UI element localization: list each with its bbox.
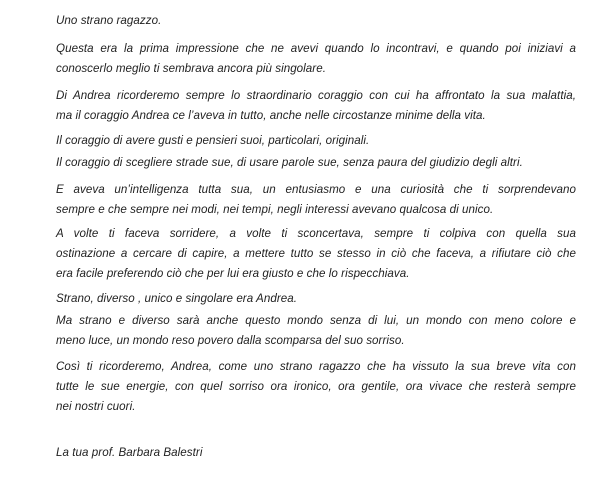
paragraph-courage-paths bbox=[56, 153, 576, 173]
text-line: Il coraggio di scegliere strade sue, di usare parole sue, senza paura del giudizio degli altri. bbox=[56, 156, 523, 169]
text-line: nei nostri cuori. bbox=[56, 400, 136, 414]
letter-title-line bbox=[56, 11, 576, 31]
paragraph-world-without bbox=[56, 311, 576, 351]
paragraph-intelligence bbox=[56, 180, 576, 220]
text-line: era facile preferendo ciò che per lui era giusto e che lo rispecchiava. bbox=[56, 267, 410, 281]
text-line: Così ti ricorderemo, Andrea, come uno strano ragazzo che ha vissuto la sua breve vita con bbox=[56, 360, 576, 373]
signature bbox=[56, 443, 576, 463]
text-line: conoscerlo meglio ti sembrava ancora più singolare. bbox=[56, 62, 326, 76]
text-line: ostinazione a cercare di capire, a mettere tutto se stesso in ciò che faceva, a rifiutare ciò che bbox=[56, 247, 576, 261]
text-line: Il coraggio di avere gusti e pensieri suoi, particolari, originali. bbox=[56, 134, 370, 147]
text-line: Strano, diverso , unico e singolare era Andrea. bbox=[56, 292, 298, 305]
text-line: Uno strano ragazzo. bbox=[56, 14, 162, 27]
paragraph-remember bbox=[56, 357, 576, 418]
text-line: sempre e che sempre nei modi, nei tempi, negli interessi avevano qualcosa di unico. bbox=[56, 203, 494, 217]
paragraph-first-impression bbox=[56, 39, 576, 79]
paragraph-sometimes bbox=[56, 224, 576, 285]
paragraph-courage-tastes bbox=[56, 131, 576, 151]
text-line: Di Andrea ricorderemo sempre lo straordinario coraggio con cui ha affrontato la sua malattia, bbox=[56, 89, 576, 102]
text-line: Ma strano e diverso sarà anche questo mondo senza di lui, un mondo con meno colore e bbox=[56, 314, 576, 327]
text-line: ma il coraggio Andrea ce l’aveva in tutto, anche nelle circostanze minime della vita. bbox=[56, 109, 486, 123]
text-line: Questa era la prima impressione che ne avevi quando lo incontravi, e quando poi iniziavi a bbox=[56, 42, 576, 55]
paragraph-courage-illness bbox=[56, 86, 576, 126]
text-line: meno luce, un mondo reso povero dalla scomparsa del suo sorriso. bbox=[56, 334, 405, 348]
text-line: tutte le sue energie, con quel sorriso ora ironico, ora gentile, ora vivace che resterà sempre bbox=[56, 380, 576, 394]
paragraph-strange-different bbox=[56, 289, 576, 309]
text-line: A volte ti faceva sorridere, a volte ti sconcertava, sempre ti colpiva con quella sua bbox=[56, 227, 576, 240]
text-line: E aveva un’intelligenza tutta sua, un entusiasmo e una curiosità che ti sorprendevano bbox=[56, 183, 576, 196]
signature-text: La tua prof. Barbara Balestri bbox=[56, 446, 203, 459]
